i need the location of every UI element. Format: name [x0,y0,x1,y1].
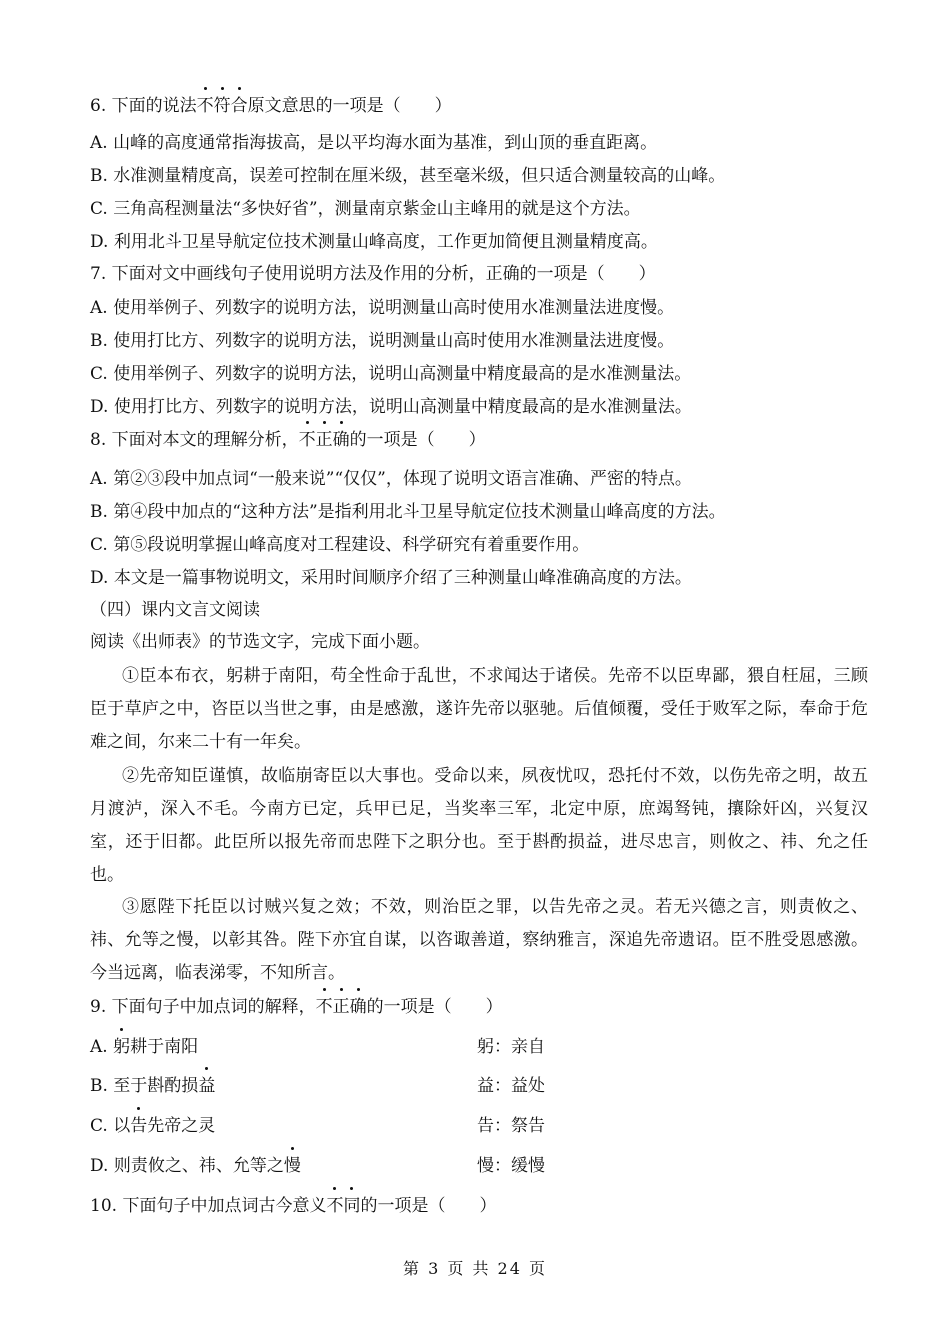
section-heading: （四）课内文言文阅读 [90,600,260,620]
q9-a-dotted-word: 躬 [113,1037,131,1057]
q9-option-b [90,1074,215,1098]
q8-option-b: B. 第④段中加点的“这种方法”是指利用北斗卫星导航定位技术测量山峰高度的方法。 [90,502,726,522]
q9-option-c [90,1114,215,1138]
emphasis-dot-char: 确 [349,997,367,1017]
emphasis-dot-char: 不 [196,96,214,116]
q8-stem-tail: 的一项是（ ） [349,430,486,450]
emphasis-dot-char: 合 [230,96,248,116]
q9-c-pre: C. 以 [90,1116,131,1136]
q9-c-post: 先帝之灵 [147,1116,216,1136]
page-number-footer: 第 3 页 共 24 页 [403,1259,547,1278]
q10-stem-text: 10. 下面句子中加点词古今意义 [90,1196,327,1216]
emphasis-dot-char: 不 [326,1196,344,1216]
q6-emphasis [197,96,248,116]
q6-option-c: C. 三角高程测量法“多快好省”，测量南京紫金山主峰用的就是这个方法。 [90,199,641,219]
passage-paragraph-3: ③愿陛下托臣以讨贼兴复之效；不效，则治臣之罪，以告先帝之灵。若无兴德之言，则责攸之、祎、允等之慢，以彰其咎。陛下亦宜自谋，以咨诹善道，察纳雅言，深追先帝遗诏。臣不胜受恩感激。今当远离，临表涕零，不知所言。 [90,897,868,983]
q9-b-dotted-word: 益 [198,1076,216,1096]
q8-stem-text: 8. 下面对本文的理解分析， [90,430,299,450]
q9-option-d [90,1154,301,1178]
passage-paragraph-2: ②先帝知臣谨慎，故临崩寄臣以大事也。受命以来，夙夜忧叹，恐托付不效，以伤先帝之明，故五月渡泸，深入不毛。今南方已定，兵甲已足，当奖率三军，北定中原，庶竭驽钝，攘除奸凶，兴复汉室，还于旧都。此臣所以报先帝而忠陛下之职分也。至于斟酌损益，进尽忠言，则攸之、祎、允之任也。 [90,766,868,885]
passage-paragraph-1: ①臣本布衣，躬耕于南阳，苟全性命于乱世，不求闻达于诸侯。先帝不以臣卑鄙，猥自枉屈，三顾臣于草庐之中，咨臣以当世之事，由是感激，遂许先帝以驱驰。后值倾覆，受任于败军之际，奉命于危难之间，尔来二十有一年矣。 [90,666,868,752]
q8-option-c: C. 第⑤段说明掌握山峰高度对工程建设、科学研究有着重要作用。 [90,535,590,555]
q7-stem: 7. 下面对文中画线句子使用说明方法及作用的分析，正确的一项是（ ） [90,264,656,284]
q7-option-a: A. 使用举例子、列数字的说明方法，说明测量山高时使用水准测量法进度慢。 [90,298,675,318]
q8-emphasis [299,430,350,450]
q6-stem [90,94,910,118]
q9-option-d-gloss: 慢：缓慢 [477,1156,545,1176]
q8-option-d: D. 本文是一篇事物说明文，采用时间顺序介绍了三种测量山峰准确高度的方法。 [90,568,692,588]
emphasis-dot-char: 正 [315,430,333,450]
q6-option-a: A. 山峰的高度通常指海拔高，是以平均海水面为基准，到山顶的垂直距离。 [90,133,658,153]
q9-d-pre: D. 则责攸之、祎、允等之 [90,1156,284,1176]
q9-emphasis [316,997,367,1017]
emphasis-dot-char: 不 [315,997,333,1017]
q9-option-c-gloss: 告：祭告 [477,1116,545,1136]
q9-stem-text: 9. 下面句子中加点词的解释， [90,997,316,1017]
q10-stem-tail: 的一项是（ ） [360,1196,497,1216]
q6-option-d: D. 利用北斗卫星导航定位技术测量山峰高度，工作更加简便且测量精度高。 [90,232,658,252]
q7-option-b: B. 使用打比方、列数字的说明方法，说明测量山高时使用水准测量法进度慢。 [90,331,675,351]
q7-option-c: C. 使用举例子、列数字的说明方法，说明山高测量中精度最高的是水准测量法。 [90,364,692,384]
q8-option-a: A. 第②③段中加点词“一般来说”“仅仅”，体现了说明文语言准确、严密的特点。 [90,469,692,489]
q9-option-a-gloss: 躬：亲自 [477,1037,545,1057]
q7-option-d: D. 使用打比方、列数字的说明方法，说明山高测量中精度最高的是水准测量法。 [90,397,692,417]
q9-c-dotted-word: 告 [130,1116,148,1136]
q9-a-post: 耕于南阳 [130,1037,199,1057]
q9-b-pre: B. 至于斟酌损 [90,1076,199,1096]
emphasis-dot-char: 符 [213,96,231,116]
emphasis-dot-char: 不 [298,430,316,450]
q9-option-a [90,1035,198,1059]
q6-option-b: B. 水准测量精度高，误差可控制在厘米级，甚至毫米级，但只适合测量较高的山峰。 [90,166,726,186]
emphasis-dot-char: 正 [332,997,350,1017]
q10-stem [90,1194,910,1218]
emphasis-dot-char: 同 [343,1196,361,1216]
q9-option-b-gloss: 益：益处 [477,1076,545,1096]
q9-d-dotted-word: 慢 [283,1156,301,1176]
q9-stem-tail: 的一项是（ ） [366,997,503,1017]
q10-emphasis [326,1196,360,1216]
q6-stem-text: 6. 下面的说法 [90,96,197,116]
q9-a-pre: A. [90,1037,114,1057]
emphasis-dot-char: 确 [332,430,350,450]
section-intro: 阅读《出师表》的节选文字，完成下面小题。 [90,632,430,652]
q8-stem [90,428,910,452]
q6-stem-tail: 原文意思的一项是（ ） [247,96,452,116]
q9-stem [90,995,910,1019]
